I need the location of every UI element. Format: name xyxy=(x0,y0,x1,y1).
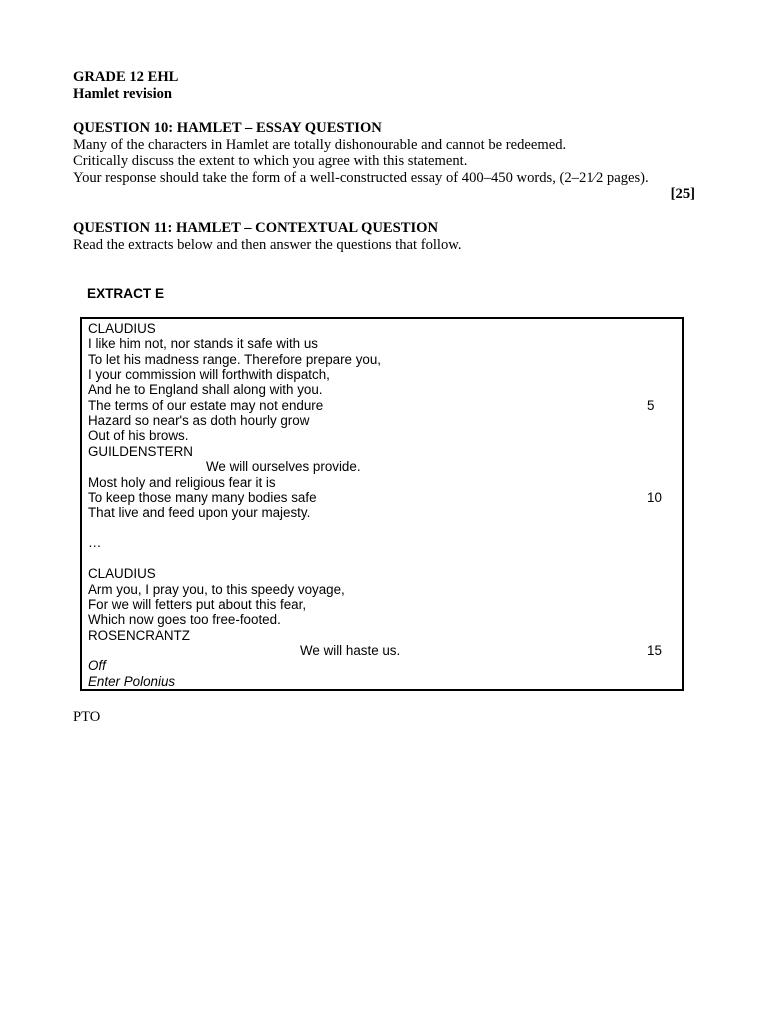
question-11-heading: QUESTION 11: HAMLET – CONTEXTUAL QUESTION xyxy=(73,220,439,236)
extract-line: And he to England shall along with you. xyxy=(88,382,323,397)
line-number: 10 xyxy=(647,490,662,505)
extract-line: Most holy and religious fear it is xyxy=(88,475,276,490)
question-10-heading: QUESTION 10: HAMLET – ESSAY QUESTION xyxy=(73,120,382,136)
extract-line: I your commission will forthwith dispatch, xyxy=(88,367,330,382)
extract-line: For we will fetters put about this fear, xyxy=(88,597,307,612)
question-11-instruction: Read the extracts below and then answer the questions that follow. xyxy=(73,236,462,253)
ellipsis: … xyxy=(88,535,102,550)
grade-label: GRADE 12 EHL xyxy=(73,69,179,85)
question-11 xyxy=(73,220,462,253)
pto-label: PTO xyxy=(73,709,101,725)
speaker-claudius: CLAUDIUS xyxy=(88,321,156,336)
question-10-line-1: Many of the characters in Hamlet are totally dishonourable and cannot be redeemed. xyxy=(73,136,567,153)
extract-line: That live and feed upon your majesty. xyxy=(88,505,311,520)
extract-line: We will ourselves provide. xyxy=(206,459,361,474)
extract-box xyxy=(80,317,684,691)
question-10-line-3: Your response should take the form of a well-constructed essay of 400–450 words, (2–21⁄2 pages). xyxy=(73,169,649,186)
speaker-claudius: CLAUDIUS xyxy=(88,566,156,581)
extract-line: Arm you, I pray you, to this speedy voyage, xyxy=(88,582,345,597)
stage-direction: Enter Polonius xyxy=(88,674,176,689)
extract-line: We will haste us. xyxy=(300,643,401,658)
extract-line: The terms of our estate may not endure xyxy=(88,398,324,413)
extract-line: To let his madness range. Therefore prepare you, xyxy=(88,352,382,367)
extract-line: Hazard so near's as doth hourly grow xyxy=(88,413,310,428)
speaker-rosencrantz: ROSENCRANTZ xyxy=(88,628,190,643)
extract-title: EXTRACT E xyxy=(87,286,165,301)
extract-line: Out of his brows. xyxy=(88,428,189,443)
extract-line: I like him not, nor stands it safe with us xyxy=(88,336,318,351)
line-number: 5 xyxy=(647,398,655,413)
question-10-line-2: Critically discuss the extent to which you agree with this statement. xyxy=(73,153,468,169)
document-subtitle: Hamlet revision xyxy=(73,85,173,102)
stage-direction: Off xyxy=(88,658,106,673)
line-number: 15 xyxy=(647,643,662,658)
extract-line: Which now goes too free-footed. xyxy=(88,612,281,627)
question-10 xyxy=(73,120,695,203)
extract-line: To keep those many many bodies safe xyxy=(88,490,317,505)
speaker-guildenstern: GUILDENSTERN xyxy=(88,444,193,459)
question-10-marks: [25] xyxy=(670,186,695,202)
document-header xyxy=(73,69,178,102)
